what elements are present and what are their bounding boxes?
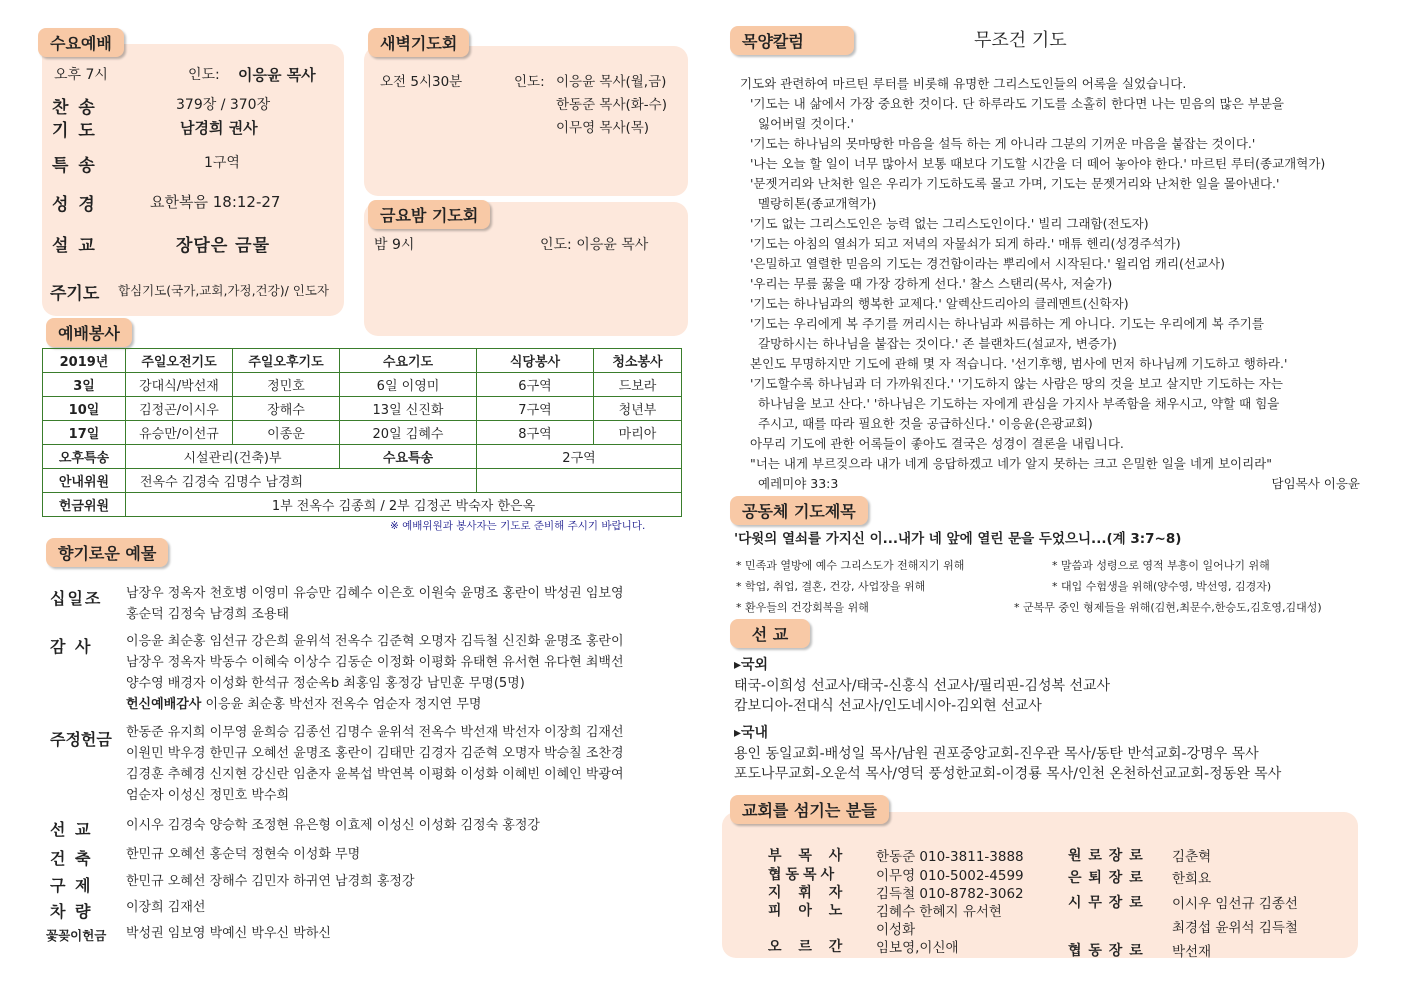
table-cell: 10일 <box>43 397 126 421</box>
column-line <box>740 474 1360 494</box>
service-header-cell: 청소봉사 <box>594 349 682 373</box>
dawn-tab: 새벽기도회 <box>368 28 469 57</box>
table-row <box>43 445 682 469</box>
wednesday-tab: 수요예배 <box>38 28 124 57</box>
table-cell: 김정곤/이시우 <box>126 397 233 421</box>
offering-names-thanks <box>126 631 624 715</box>
scripture-value: 요한복음 18:12-27 <box>150 193 281 211</box>
table-row <box>43 493 682 517</box>
column-line: '기도할수록 하나님과 더 가까워진다.' '기도하지 않는 사람은 땅의 것을 보고 살지만 기도하는 자는 <box>750 376 1283 391</box>
wednesday-time: 오후 7시 <box>54 67 108 83</box>
prayer-tab: 공동체 기도제목 <box>730 496 868 525</box>
column-line: '나는 오늘 할 일이 너무 많아서 보통 때보다 기도할 시간을 더 떼어 놓아야 한다.' 마르틴 루터(종교개혁가) <box>750 156 1326 171</box>
column-line: 잃어버릴 것이다.' <box>758 116 854 131</box>
column-line: '기도는 내 삶에서 가장 중요한 것이다. 단 하루라도 기도를 소홀히 한다면 나는 믿음의 많은 부분을 <box>750 96 1284 111</box>
staff-value: 한희요 <box>1172 871 1212 887</box>
prayer-item: * 민족과 열방에 예수 그리스도가 전해지기 위해 <box>736 559 965 572</box>
column-line: '문젯거리와 난처한 일은 우리가 기도하도록 몰고 가며, 기도는 문젯거리와 난처한 일을 몰아낸다.' <box>750 176 1280 191</box>
column-tab: 목양칼럼 <box>730 26 854 55</box>
table-row <box>43 421 682 445</box>
table-cell: 17일 <box>43 421 126 445</box>
column-reference: 예레미야 33:3 <box>758 476 839 491</box>
table-cell: 드보라 <box>594 373 682 397</box>
prayer-item: * 군복무 중인 형제들을 위해(김현,최문수,한승도,김호영,김대성) <box>1014 601 1322 614</box>
offering-line: 김경훈 추혜경 신지현 강신란 임춘자 윤복섭 박연복 이평화 이성화 이혜빈 이혜인 박광여 <box>126 767 624 782</box>
dawn-time: 오전 5시30분 <box>380 74 463 90</box>
offering-line: 박성권 임보영 박예신 박우신 박하신 <box>126 926 331 941</box>
friday-leader: 인도: 이응윤 목사 <box>540 237 649 253</box>
dawn-leader-label: 인도: <box>514 74 545 90</box>
prayer-item: * 대입 수험생을 위해(양수영, 박선영, 김경자) <box>1052 580 1272 593</box>
offering-names-tithe <box>126 583 624 625</box>
column-line: 하나님을 보고 산다.' '하나님은 기도하는 자에게 관심을 가지사 부족함을 채우시고, 약할 때 힘을 <box>758 396 1280 411</box>
table-row <box>43 373 682 397</box>
table-cell: 강대식/박선재 <box>126 373 233 397</box>
offering-label-weekly: 주정헌금 <box>50 730 112 749</box>
service-header-cell: 주일오후기도 <box>233 349 340 373</box>
service-tab: 예배봉사 <box>46 318 132 347</box>
table-cell: 20일 김혜수 <box>340 421 477 445</box>
offering-line: 이장희 김재선 <box>126 900 206 915</box>
offering-line: 홍순덕 김정숙 남경희 조용태 <box>126 607 290 622</box>
offering-label-thanks: 감 사 <box>50 637 93 656</box>
column-line: "너는 내게 부르짖으라 내가 네게 응답하겠고 네가 알지 못하는 크고 은밀한 일을 네게 보이리라" <box>750 456 1273 471</box>
offering-line: 양수영 배경자 이성화 한석규 정순옥b 최홍임 홍정강 남민훈 무명(5명) <box>126 676 525 691</box>
staff-value: 한동준 010-3811-3888 <box>876 849 1024 865</box>
service-header-cell: 주일오전기도 <box>126 349 233 373</box>
table-cell: 헌금위원 <box>43 493 126 517</box>
offering-line: 한동준 유지희 이무영 윤희승 김종선 김명수 윤위석 전옥수 박선재 박선자 이장희 김재선 <box>126 725 624 740</box>
scripture-label: 성 경 <box>52 195 97 215</box>
column-body <box>740 74 1360 494</box>
column-line: '기도는 아침의 열쇠가 되고 저녁의 자물쇠가 되게 하라.' 매튜 헨리(성경주석가) <box>750 236 1181 251</box>
staff-value: 박선재 <box>1172 944 1212 960</box>
mission-tab: 선 교 <box>730 619 810 648</box>
staff-role: 지 휘 자 <box>768 885 849 901</box>
staff-role: 협 동 장 로 <box>1068 943 1144 959</box>
offerings-tab: 향기로운 예물 <box>46 538 168 567</box>
table-cell: 유승만/이선규 <box>126 421 233 445</box>
dawn-leader-2: 한동준 목사(화-수) <box>556 97 667 113</box>
offering-line: 이시우 김경숙 양승학 조정현 유은형 이효제 이성신 이성화 김정숙 홍정강 <box>126 818 540 833</box>
offering-line: 한민규 오혜선 홍순덕 정현숙 이성화 무명 <box>126 847 361 862</box>
offering-line: 이응윤 최순홍 임선규 강은희 윤위석 전옥수 김준혁 오명자 김득철 신진화 윤명조 홍란이 <box>126 634 624 649</box>
offering-label-relief: 구 제 <box>50 876 93 895</box>
service-table <box>42 348 682 517</box>
table-cell: 2구역 <box>477 445 682 469</box>
table-cell: 장해수 <box>233 397 340 421</box>
mission-overseas-line: 태국-이희성 선교사/태국-신홍식 선교사/필리핀-김성복 선교사 <box>734 678 1111 694</box>
wednesday-leader-name: 이응윤 목사 <box>238 66 316 84</box>
service-header-row <box>43 349 682 373</box>
dawn-leader-1: 이응윤 목사(월,금) <box>556 74 667 90</box>
column-line: '기도 없는 그리스도인은 능력 없는 그리스도인이다.' 빌리 그래함(전도자) <box>750 216 1149 231</box>
prayer-verse: '다윗의 열쇠를 가지신 이...내가 네 앞에 열린 문을 두었으니...(계 3:7~8) <box>734 531 1182 547</box>
table-cell: 오후특송 <box>43 445 126 469</box>
offering-line: 엄순자 이성신 정민호 박수희 <box>126 788 290 803</box>
table-cell: 7구역 <box>477 397 594 421</box>
column-title: 무조건 기도 <box>974 30 1067 51</box>
special-song-label: 특 송 <box>52 156 97 176</box>
column-signature: 담임목사 이응윤 <box>1271 476 1360 491</box>
prayer-item: * 환우들의 건강회복을 위해 <box>736 601 869 614</box>
table-cell: 3일 <box>43 373 126 397</box>
staff-value: 이시우 임선규 김종선 <box>1172 896 1298 912</box>
prayer-label: 기 도 <box>52 121 97 141</box>
service-note: ※ 예배위원과 봉사자는 기도로 준비해 주시기 바랍니다. <box>390 520 646 532</box>
column-line: '우리는 무릎 꿇을 때 가장 강하게 선다.' 찰스 스탠리(목사, 저술가) <box>750 276 1113 291</box>
column-line: 본인도 무명하지만 기도에 관해 몇 자 적습니다. '선기후행, 범사에 먼저 하나님께 기도하고 행하라.' <box>750 356 1288 371</box>
staff-role: 협동목사 <box>768 867 839 883</box>
column-line: 주시고, 때를 따라 필요한 것을 공급하신다.' 이응윤(은광교회) <box>758 416 1093 431</box>
lords-prayer-label: 주기도 <box>50 284 100 304</box>
staff-role: 피 아 노 <box>768 903 849 919</box>
prayer-item: * 말씀과 성령으로 영적 부흥이 일어나기 위해 <box>1052 559 1270 572</box>
column-line: 아무리 기도에 관한 어록들이 좋아도 결국은 성경이 결론을 내립니다. <box>750 436 1124 451</box>
service-header-cell: 식당봉사 <box>477 349 594 373</box>
table-cell: 청년부 <box>594 397 682 421</box>
offering-names-flowers <box>126 923 331 944</box>
offering-label-tithe: 십일조 <box>50 589 103 608</box>
friday-tab: 금요밤 기도회 <box>368 200 490 229</box>
column-line: '기도는 우리에게 복 주기를 꺼리시는 하나님과 씨름하는 게 아니다. 기도는 우리에게 복 주기를 <box>750 316 1264 331</box>
prayer-value: 남경희 권사 <box>180 119 258 137</box>
prayer-item: * 학업, 취업, 결혼, 건강, 사업장을 위해 <box>736 580 926 593</box>
dedication-label: 헌신예배감사 <box>126 697 202 712</box>
column-line: 멜랑히톤(종교개혁가) <box>758 196 877 211</box>
offering-label-mission: 선 교 <box>50 820 93 839</box>
staff-value: 김득철 010-8782-3062 <box>876 886 1024 902</box>
staff-value: 김춘혁 <box>1172 849 1212 865</box>
table-cell: 13일 신진화 <box>340 397 477 421</box>
table-cell: 1부 전옥수 김종희 / 2부 김정곤 박숙자 한은옥 <box>126 493 682 517</box>
offering-line: 남장우 정옥자 천호병 이영미 유승만 김혜수 이은호 이원숙 윤명조 홍란이 박성권 임보영 <box>126 586 624 601</box>
staff-value: 이성화 <box>876 922 916 938</box>
column-line: 갈망하시는 하나님을 붙잡는 것이다.' 존 블랜차드(설교자, 변증가) <box>758 336 1117 351</box>
service-header-cell: 2019년 <box>43 349 126 373</box>
staff-value: 최경섭 윤위석 김득철 <box>1172 920 1298 936</box>
offering-names-building <box>126 844 360 865</box>
table-row <box>43 397 682 421</box>
hymn-value: 379장 / 370장 <box>176 97 271 113</box>
offering-line: 한민규 오혜선 장해수 김민자 하귀연 남경희 홍정강 <box>126 874 415 889</box>
staff-value: 임보영,이신애 <box>876 940 959 956</box>
mission-domestic-line: 용인 동일교회-배성일 목사/남원 권포중앙교회-진우관 목사/동탄 반석교회-강명우 목사 <box>734 746 1259 762</box>
offering-line: 이원민 박우경 한민규 오혜선 윤명조 홍란이 김태만 김경자 김준혁 오명자 박승칠 조찬경 <box>126 746 624 761</box>
table-cell: 정민호 <box>233 373 340 397</box>
table-cell: 6구역 <box>477 373 594 397</box>
table-cell: 시설관리(건축)부 <box>126 445 340 469</box>
offering-names-mission <box>126 815 540 836</box>
offering-label-vehicle: 차 량 <box>50 902 93 921</box>
mission-overseas-line: 캄보디아-전대식 선교사/인도네시아-김외현 선교사 <box>734 698 1042 714</box>
offering-line: 남장우 정옥자 박동수 이혜숙 이상수 김동순 이정화 이평화 유태현 유서현 유다현 최백선 <box>126 655 624 670</box>
column-line: 기도와 관련하여 마르틴 루터를 비롯해 유명한 그리스도인들의 어록을 실었습니다. <box>740 76 1187 91</box>
table-cell: 마리아 <box>594 421 682 445</box>
table-cell <box>477 469 682 493</box>
staff-value: 이무영 010-5002-4599 <box>876 868 1024 884</box>
table-cell: 수요특송 <box>340 445 477 469</box>
dedication-value: 이응윤 최순홍 박선자 전옥수 엄순자 정지연 무명 <box>205 697 482 712</box>
lords-prayer-value: 합심기도(국가,교회,가정,건강)/ 인도자 <box>118 283 329 298</box>
column-line: '기도는 하나님과의 행복한 교제다.' 알렉산드리아의 클레멘트(신학자) <box>750 296 1129 311</box>
mission-domestic-line: 포도나무교회-오운석 목사/영덕 풍성한교회-이경룡 목사/인천 온천하선교교회-정동완 목사 <box>734 766 1282 782</box>
offering-line <box>126 694 624 715</box>
staff-role: 부 목 사 <box>768 848 849 864</box>
staff-tab: 교회를 섬기는 분들 <box>730 795 889 824</box>
staff-role: 은 퇴 장 로 <box>1068 870 1144 886</box>
staff-role: 원 로 장 로 <box>1068 848 1144 864</box>
sermon-value: 장담은 금물 <box>176 236 271 256</box>
service-header-cell: 수요기도 <box>340 349 477 373</box>
offering-names-weekly <box>126 722 624 806</box>
offering-label-flowers: 꽃꽂이헌금 <box>46 928 107 943</box>
column-line: '기도는 하나님의 못마땅한 마음을 설득 하는 게 아니라 그분의 기꺼운 마음을 붙잡는 것이다.' <box>750 136 1256 151</box>
offering-names-vehicle <box>126 897 205 918</box>
hymn-label: 찬 송 <box>52 98 97 118</box>
mission-overseas-label: ▸국외 <box>734 657 769 673</box>
friday-time: 밤 9시 <box>374 237 415 253</box>
table-cell: 이종운 <box>233 421 340 445</box>
staff-role: 오 르 간 <box>768 939 849 955</box>
table-cell: 8구역 <box>477 421 594 445</box>
offering-names-relief <box>126 871 415 892</box>
column-line: '은밀하고 열렬한 믿음의 기도는 경건함이라는 뿌리에서 시작된다.' 윌리엄 캐리(선교사) <box>750 256 1226 271</box>
sermon-label: 설 교 <box>52 236 97 256</box>
wednesday-leader-label: 인도: <box>188 67 220 83</box>
dawn-leader-3: 이무영 목사(목) <box>556 120 650 136</box>
staff-value: 김혜수 한혜지 유서현 <box>876 904 1002 920</box>
table-row <box>43 469 682 493</box>
table-cell: 6일 이영미 <box>340 373 477 397</box>
table-cell: 안내위원 <box>43 469 126 493</box>
special-song-value: 1구역 <box>204 155 240 171</box>
table-cell: 전옥수 김경숙 김명수 남경희 <box>126 469 477 493</box>
mission-domestic-label: ▸국내 <box>734 725 769 741</box>
offering-label-building: 건 축 <box>50 849 93 868</box>
staff-role: 시 무 장 로 <box>1068 895 1144 911</box>
